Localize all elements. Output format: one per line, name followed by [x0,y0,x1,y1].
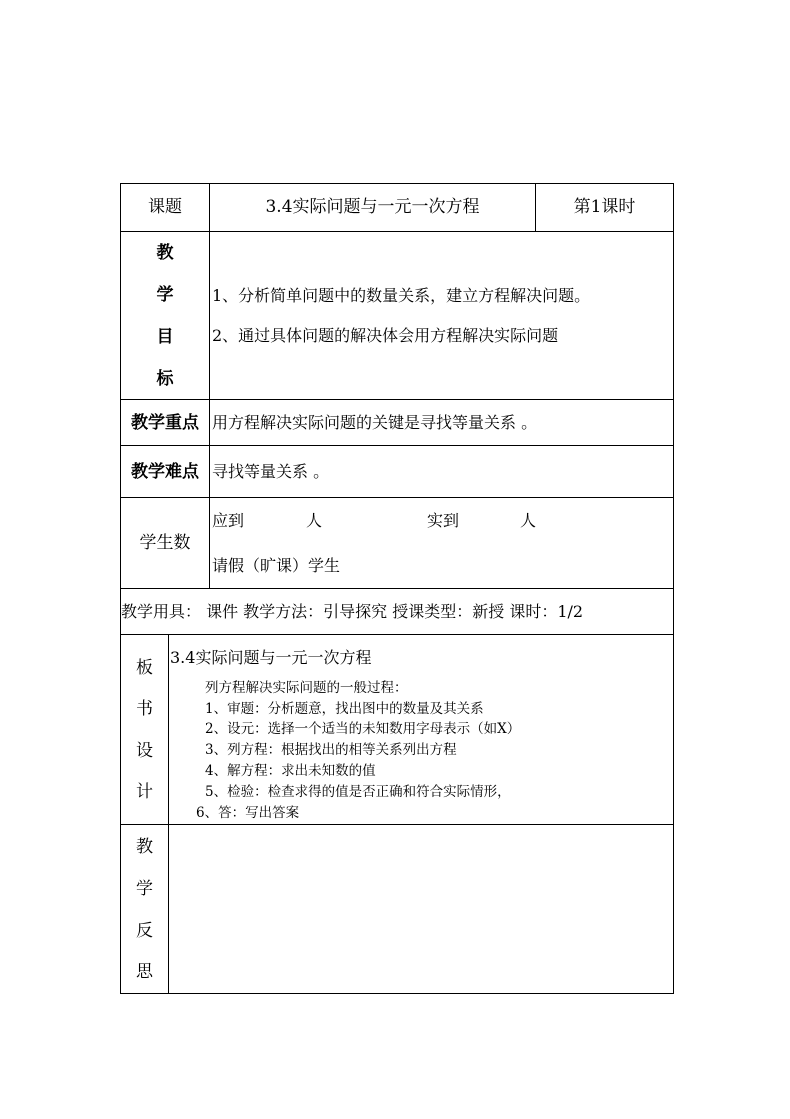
row-divider [120,445,674,446]
reflection-label-char: 学 [136,879,153,899]
objective-item: 1、分析简单问题中的数量关系，建立方程解决问题。 [212,286,591,305]
table-border-bottom [120,993,674,994]
board-label-char: 书 [136,699,153,719]
board-label-char: 设 [136,741,153,761]
topic-value: 3.4实际问题与一元一次方程 [265,197,480,217]
board-step: 4、解方程：求出未知数的值 [205,763,376,779]
board-step: 6、答：写出答案 [196,805,300,821]
objectives-label-char: 学 [156,285,174,305]
objectives-label-char: 教 [156,243,174,263]
difficult-point-label: 教学难点 [131,462,199,482]
board-step: 3、列方程：根据找出的相等关系列出方程 [205,742,457,758]
students-actual-label: 实到 [427,511,460,530]
objective-item: 2、通过具体问题的解决体会用方程解决实际问题 [212,326,559,345]
board-step: 5、检验：检查求得的值是否正确和符合实际情形， [205,784,511,800]
teaching-tools-line: 教学用具： 课件 教学方法：引导探究 授课类型：新授 课时：1/2 [121,602,584,621]
row-divider [120,399,674,400]
board-label-char: 计 [136,782,153,802]
table-border-right [673,183,674,994]
row-divider [120,824,674,825]
students-leave-label: 请假（旷课）学生 [212,556,341,575]
key-point-label: 教学重点 [131,413,199,433]
objectives-label-char: 目 [156,327,174,347]
row-divider [120,634,674,635]
column-divider [168,634,169,994]
students-person-unit: 人 [306,511,323,530]
topic-label: 课题 [148,197,182,217]
row-divider [120,497,674,498]
row-divider [120,588,674,589]
students-expected-label: 应到 [212,511,245,530]
reflection-label-char: 思 [136,962,153,982]
reflection-label-char: 反 [136,921,153,941]
board-intro: 列方程解决实际问题的一般过程： [205,680,408,696]
board-label-char: 板 [136,658,153,678]
board-title: 3.4实际问题与一元一次方程 [170,648,372,667]
row-divider [120,231,674,232]
board-step: 2、设元：选择一个适当的未知数用字母表示（如X） [205,721,521,737]
key-point-value: 用方程解决实际问题的关键是寻找等量关系 。 [212,413,538,432]
period-label: 第1课时 [573,197,636,217]
column-divider [209,183,210,589]
students-person-unit: 人 [520,511,537,530]
students-label: 学生数 [139,533,191,553]
table-border-top [120,183,674,184]
difficult-point-value: 寻找等量关系 。 [212,462,330,481]
board-step: 1、审题：分析题意，找出图中的数量及其关系 [205,701,484,717]
reflection-label-char: 教 [136,837,153,857]
objectives-label-char: 标 [156,369,174,389]
